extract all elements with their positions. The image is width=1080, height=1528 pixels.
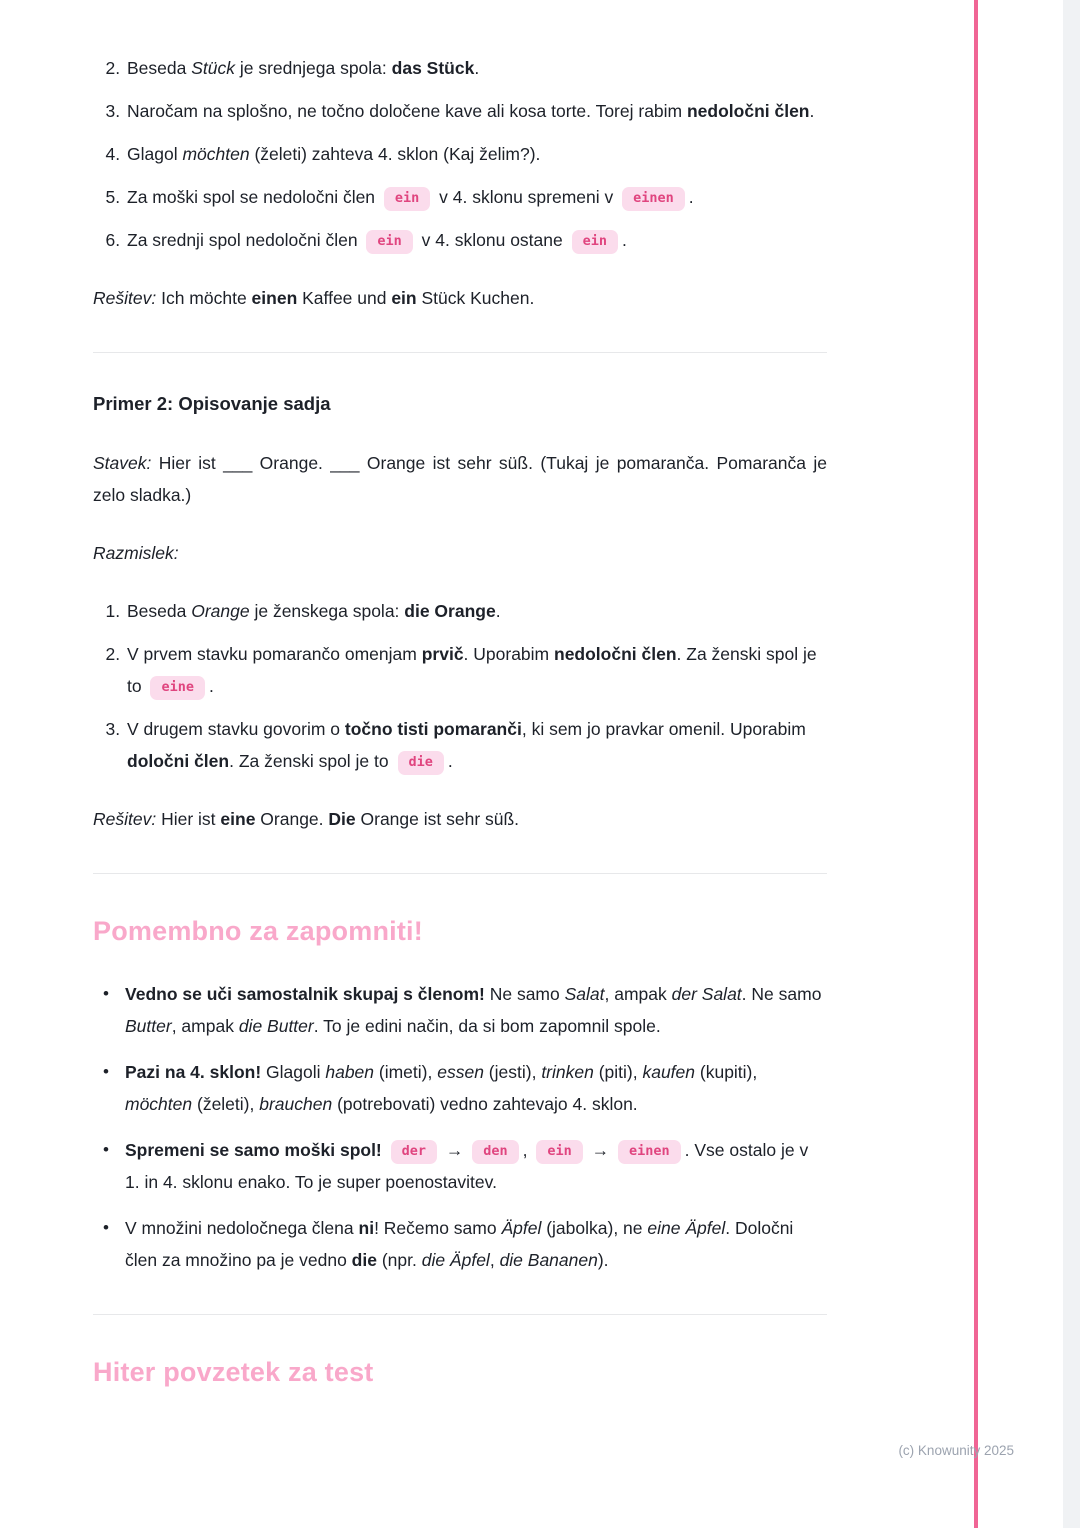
text-segment: ni — [358, 1218, 375, 1238]
text-segment: Glagoli — [261, 1062, 326, 1082]
text-segment: kaufen — [642, 1062, 696, 1082]
bullet-item — [125, 978, 827, 1042]
text-segment: (piti), — [593, 1062, 643, 1082]
text-segment: Ich möchte — [156, 288, 252, 308]
text-segment: . Ne samo — [741, 984, 822, 1004]
text-segment: , — [522, 1140, 533, 1160]
text-segment: Stück — [191, 58, 235, 78]
text-segment: prvič — [421, 644, 464, 664]
inline-code-chip: eine — [150, 676, 205, 700]
text-segment: Orange. — [255, 809, 329, 829]
text-segment: Stück Kuchen. — [416, 288, 535, 308]
text-segment: die Orange — [404, 601, 496, 621]
section-divider — [93, 873, 827, 874]
text-segment: Orange — [191, 601, 250, 621]
text-segment: Naročam na splošno, ne točno določene kave ali kosa torte. Torej rabim — [127, 101, 687, 121]
list-item — [125, 181, 827, 213]
text-segment: das Stück — [391, 58, 475, 78]
text-segment: Die — [328, 809, 356, 829]
inline-code-chip: einen — [618, 1140, 681, 1164]
text-segment: . — [809, 101, 815, 121]
text-segment: ein — [391, 288, 417, 308]
text-segment: Salat — [564, 984, 605, 1004]
text-segment: Äpfel — [501, 1218, 542, 1238]
list-item — [125, 638, 827, 702]
text-segment: Kaffee und — [297, 288, 392, 308]
text-segment: (imeti), — [374, 1062, 438, 1082]
text-segment: (želeti), — [192, 1094, 260, 1114]
text-segment: Orange ist sehr süß. — [355, 809, 520, 829]
document-content — [93, 52, 827, 1419]
text-segment: . — [474, 58, 480, 78]
text-segment: . Za ženski spol je to — [127, 644, 817, 696]
page-accent-line — [974, 0, 978, 1528]
text-segment: Hier ist — [156, 809, 221, 829]
example2-heading: Primer 2: Opisovanje sadja — [93, 393, 331, 414]
text-segment: (jabolka), ne — [541, 1218, 648, 1238]
text-segment: določni člen — [127, 751, 230, 771]
inline-code-chip: ein — [536, 1140, 582, 1164]
text-segment: . Vse ostalo je v 1. in 4. sklonu enako. To je super poenostavitev. — [125, 1140, 809, 1192]
text-segment: . To je edini način, da si bom zapomnil spole. — [313, 1016, 661, 1036]
text-segment: die Butter — [238, 1016, 314, 1036]
sentence-paragraph — [93, 447, 827, 511]
text-segment: die — [351, 1250, 377, 1270]
text-segment: Rešitev: — [93, 809, 157, 829]
text-segment: (želeti) zahteva 4. sklon (Kaj želim?). — [249, 144, 541, 164]
text-segment: . Za ženski spol je to — [229, 751, 394, 771]
important-heading: Pomembno za zapomniti! — [93, 916, 423, 946]
text-segment: die Äpfel — [421, 1250, 490, 1270]
list-item — [125, 138, 827, 170]
text-segment: trinken — [541, 1062, 594, 1082]
text-segment: Hier ist ___ Orange. ___ Orange ist sehr süß. (Tukaj je pomaranča. Pomaranča je zelo sladka.) — [93, 453, 827, 505]
text-segment: ). — [597, 1250, 609, 1270]
text-segment: Spremeni se samo moški spol! — [125, 1140, 382, 1160]
list-item — [125, 52, 827, 84]
text-segment: . — [447, 751, 453, 771]
text-segment: v 4. sklonu spremeni v — [434, 187, 619, 207]
list-item — [125, 595, 827, 627]
text-segment: Butter — [125, 1016, 172, 1036]
text-segment: , ampak — [604, 984, 672, 1004]
text-segment: (jesti), — [483, 1062, 542, 1082]
text-segment: V prvem stavku pomarančo omenjam — [127, 644, 422, 664]
text-segment: , — [489, 1250, 500, 1270]
text-segment: , ampak — [171, 1016, 239, 1036]
text-segment: Za moški spol se nedoločni člen — [127, 187, 380, 207]
text-segment: je ženskega spola: — [249, 601, 405, 621]
text-segment: Pazi na 4. sklon! — [125, 1062, 262, 1082]
text-segment: Beseda — [127, 601, 192, 621]
text-segment: Rešitev: — [93, 288, 157, 308]
list-item — [125, 224, 827, 256]
text-segment: die Bananen — [499, 1250, 598, 1270]
text-segment: točno tisti pomaranči — [344, 719, 522, 739]
text-segment: → — [586, 1140, 615, 1160]
bullet-item — [125, 1212, 827, 1276]
text-segment: Vedno se uči samostalnik skupaj s členom! — [125, 984, 485, 1004]
text-segment: → — [441, 1140, 469, 1160]
text-segment: . — [688, 187, 694, 207]
solution-line-1 — [93, 282, 827, 314]
text-segment: (npr. — [376, 1250, 422, 1270]
text-segment — [382, 1140, 387, 1160]
text-segment: (potrebovati) vedno zahtevajo 4. sklon. — [332, 1094, 638, 1114]
reasoning-list-2 — [93, 595, 827, 777]
text-segment: V drugem stavku govorim o — [127, 719, 345, 739]
text-segment: . — [622, 230, 627, 250]
inline-code-chip: ein — [366, 230, 412, 254]
text-segment: Glagol — [127, 144, 183, 164]
razmislek-label — [93, 537, 827, 569]
text-segment: Za srednji spol nedoločni člen — [127, 230, 363, 250]
inline-code-chip: den — [472, 1140, 518, 1164]
text-segment: . — [208, 676, 214, 696]
text-segment: . Uporabim — [463, 644, 554, 664]
text-segment: (kupiti), — [695, 1062, 758, 1082]
text-segment: ! Rečemo samo — [374, 1218, 502, 1238]
list-item — [125, 95, 827, 127]
page-edge-strip — [1063, 0, 1080, 1528]
bullet-item — [125, 1134, 827, 1198]
text-segment: Beseda — [127, 58, 192, 78]
inline-code-chip: der — [391, 1140, 437, 1164]
summary-heading: Hiter povzetek za test — [93, 1357, 374, 1387]
text-segment: haben — [325, 1062, 375, 1082]
text-segment: eine Äpfel — [647, 1218, 726, 1238]
text-segment: Razmislek: — [93, 543, 179, 563]
text-segment: . Določni člen za množino pa je vedno — [125, 1218, 794, 1270]
text-segment: Stavek: — [93, 453, 152, 473]
inline-code-chip: ein — [572, 230, 618, 254]
section-divider — [93, 1314, 827, 1315]
text-segment: V množini nedoločnega člena — [125, 1218, 359, 1238]
text-segment: v 4. sklonu ostane — [416, 230, 568, 250]
text-segment: , ki sem jo pravkar omenil. Uporabim — [521, 719, 806, 739]
text-segment: möchten — [182, 144, 250, 164]
text-segment: nedoločni člen — [554, 644, 677, 664]
copyright-watermark: (c) Knowunity 2025 — [898, 1443, 1014, 1458]
bullet-item — [125, 1056, 827, 1120]
text-segment: essen — [437, 1062, 484, 1082]
reasoning-list-1 — [93, 52, 827, 256]
inline-code-chip: die — [398, 751, 444, 775]
text-segment: nedoločni člen — [686, 101, 810, 121]
text-segment: . — [495, 601, 501, 621]
inline-code-chip: ein — [384, 187, 430, 211]
important-list — [93, 978, 827, 1276]
text-segment: brauchen — [259, 1094, 333, 1114]
text-segment: je srednjega spola: — [235, 58, 392, 78]
list-item — [125, 713, 827, 777]
text-segment: einen — [251, 288, 298, 308]
text-segment: Ne samo — [484, 984, 565, 1004]
text-segment: möchten — [125, 1094, 193, 1114]
text-segment: eine — [220, 809, 256, 829]
text-segment: der Salat — [671, 984, 742, 1004]
solution-line-2 — [93, 803, 827, 835]
section-divider — [93, 352, 827, 353]
inline-code-chip: einen — [622, 187, 685, 211]
